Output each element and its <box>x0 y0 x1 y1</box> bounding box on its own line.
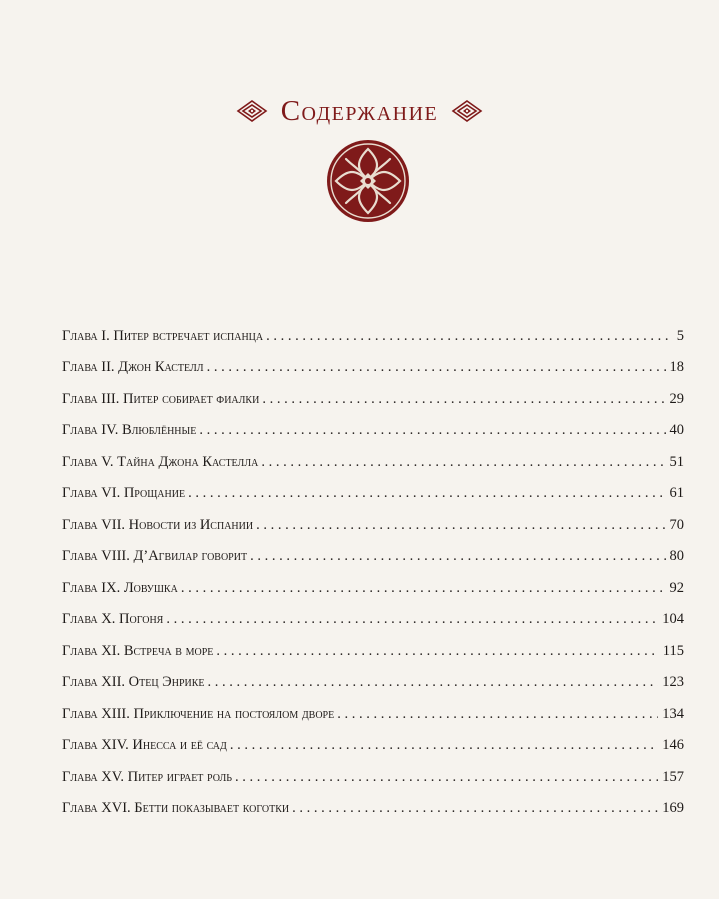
toc-entry-title: Глава IV. Влюблённые <box>62 422 197 439</box>
toc-entry[interactable] <box>62 607 684 638</box>
toc-dot-leader <box>216 639 658 663</box>
toc-entry[interactable] <box>62 639 684 670</box>
toc-entry[interactable] <box>62 544 684 575</box>
toc-entry-page: 134 <box>662 705 684 722</box>
toc-dot-leader <box>166 607 658 631</box>
toc-dot-leader <box>199 418 665 442</box>
toc-entry-title: Глава IX. Ловушка <box>62 579 178 596</box>
toc-dot-leader <box>262 387 665 411</box>
toc-entry[interactable] <box>62 513 684 544</box>
toc-dot-leader <box>292 796 658 820</box>
toc-entry-page: 51 <box>669 453 684 470</box>
toc-entry-title: Глава II. Джон Кастелл <box>62 359 204 376</box>
toc-dot-leader <box>207 355 666 379</box>
title-ornament-right-icon <box>450 99 484 123</box>
toc-entry-page: 70 <box>669 516 684 533</box>
table-of-contents <box>62 324 684 828</box>
toc-dot-leader <box>261 450 665 474</box>
toc-entry-title: Глава XVI. Бетти показывает коготки <box>62 800 290 817</box>
toc-entry-title: Глава V. Тайна Джона Кастелла <box>62 453 259 470</box>
toc-entry[interactable] <box>62 481 684 512</box>
toc-entry-page: 18 <box>669 359 684 376</box>
toc-entry-title: Глава XIV. Инесса и её сад <box>62 737 227 754</box>
toc-entry[interactable] <box>62 418 684 449</box>
toc-entry-page: 115 <box>662 642 684 659</box>
toc-dot-leader <box>250 544 665 568</box>
title-ornament-left-icon <box>235 99 269 123</box>
toc-entry-page: 80 <box>669 548 684 565</box>
toc-dot-leader <box>337 702 658 726</box>
toc-entry-title: Глава I. Питер встречает испанца <box>62 328 264 344</box>
toc-entry[interactable] <box>62 450 684 481</box>
toc-entry[interactable] <box>62 702 684 733</box>
toc-entry[interactable] <box>62 387 684 418</box>
toc-entry[interactable] <box>62 765 684 796</box>
title-row <box>0 93 719 129</box>
toc-entry-title: Глава VI. Прощание <box>62 485 186 502</box>
toc-entry[interactable] <box>62 355 684 386</box>
toc-entry[interactable] <box>62 796 684 827</box>
toc-entry-page: 61 <box>669 485 684 502</box>
toc-entry-page: 92 <box>669 579 684 596</box>
toc-entry[interactable] <box>62 576 684 607</box>
toc-entry-title: Глава VIII. Д’Агвилар говорит <box>62 548 248 565</box>
toc-dot-leader <box>188 481 665 505</box>
toc-entry[interactable] <box>62 733 684 764</box>
toc-entry-title: Глава III. Питер собирает фиалки <box>62 390 260 407</box>
toc-entry-title: Глава X. Погоня <box>62 611 164 628</box>
toc-entry-page: 169 <box>662 800 684 817</box>
toc-entry-page: 40 <box>669 422 684 439</box>
toc-dot-leader <box>235 765 658 789</box>
toc-entry[interactable] <box>62 324 684 355</box>
toc-entry-page: 5 <box>676 328 684 344</box>
toc-entry-title: Глава XII. Отец Энрике <box>62 674 205 691</box>
toc-dot-leader <box>230 733 658 757</box>
toc-dot-leader <box>208 670 659 694</box>
medallion-icon <box>326 139 410 223</box>
toc-entry-title: Глава XI. Встреча в море <box>62 642 214 659</box>
toc-entry[interactable] <box>62 670 684 701</box>
toc-entry-title: Глава VII. Новости из Испании <box>62 516 254 533</box>
page-title: Содержание <box>280 95 439 127</box>
toc-dot-leader <box>181 576 666 600</box>
toc-dot-leader <box>256 513 665 537</box>
toc-entry-page: 123 <box>662 674 684 691</box>
toc-entry-page: 29 <box>669 390 684 407</box>
toc-entry-page: 104 <box>662 611 684 628</box>
toc-entry-page: 157 <box>662 768 684 785</box>
toc-entry-title: Глава XV. Питер играет роль <box>62 768 232 785</box>
toc-dot-leader <box>266 324 673 348</box>
toc-entry-title: Глава XIII. Приключение на постоялом дворе <box>62 705 335 722</box>
toc-entry-page: 146 <box>662 737 684 754</box>
